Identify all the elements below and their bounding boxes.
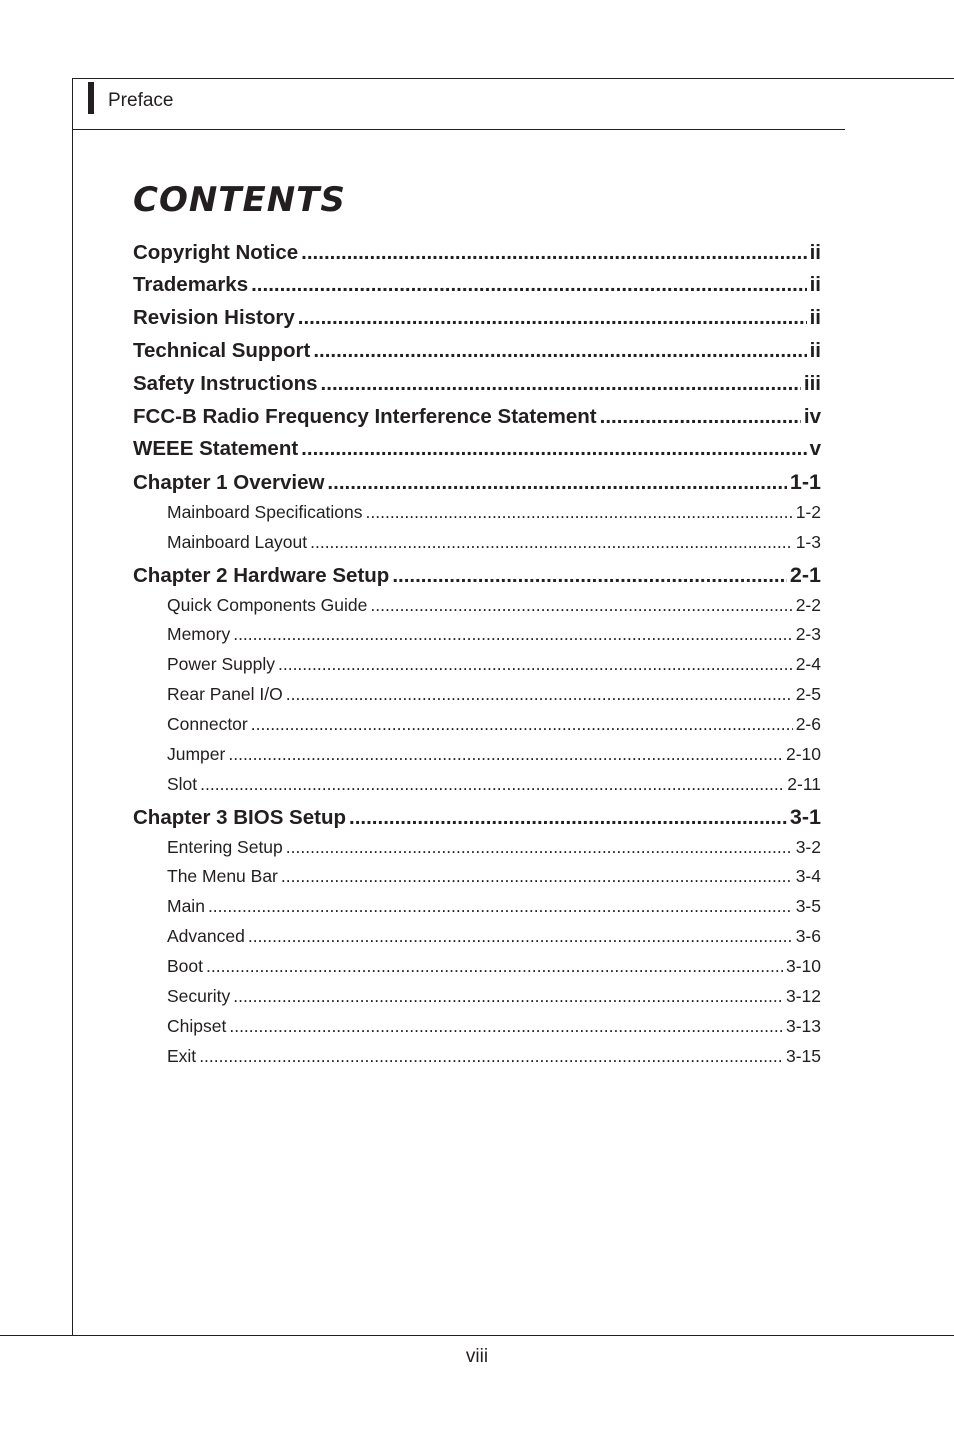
toc-entry-label: Technical Support — [133, 339, 311, 362]
toc-entry-label: Entering Setup — [167, 837, 283, 857]
toc-entry-label: Rear Panel I/O — [167, 684, 283, 704]
toc-entry-page: iv — [803, 405, 821, 428]
toc-entry-page: 2-5 — [795, 684, 821, 704]
toc-entry-page: 2-6 — [795, 714, 821, 734]
toc-entry[interactable] — [167, 865, 821, 887]
toc-leader-dots — [349, 805, 787, 831]
toc-entry[interactable] — [167, 773, 821, 795]
toc-leader-dots — [233, 985, 783, 1007]
toc-entry-label: Quick Components Guide — [167, 595, 368, 615]
toc-entry-label: Jumper — [167, 744, 226, 764]
toc-leader-dots — [313, 338, 806, 364]
toc-leader-dots — [228, 743, 783, 765]
toc-entry-page: 3-15 — [785, 1046, 821, 1066]
toc-entry-page: ii — [809, 339, 821, 362]
toc-entry-page: 3-4 — [795, 866, 821, 886]
toc-entry[interactable] — [133, 469, 821, 496]
bottom-rule — [0, 1335, 954, 1336]
toc-entry[interactable] — [133, 338, 821, 364]
toc-leader-dots — [208, 895, 793, 917]
toc-entry[interactable] — [133, 240, 821, 266]
toc-entry-page: 1-1 — [789, 470, 821, 494]
toc-entry-page: 2-3 — [795, 624, 821, 644]
toc-leader-dots — [298, 305, 807, 331]
toc-leader-dots — [286, 683, 793, 705]
toc-entry[interactable] — [133, 404, 821, 430]
toc-entry-page: 2-11 — [787, 774, 821, 794]
toc-leader-dots — [286, 836, 793, 858]
toc-entry-page: 3-5 — [795, 896, 821, 916]
page-number: viii — [465, 1346, 489, 1367]
toc-entry[interactable] — [167, 683, 821, 705]
toc-entry-page: 2-4 — [795, 654, 821, 674]
toc-leader-dots — [248, 925, 793, 947]
toc-entry-label: Slot — [167, 774, 198, 794]
toc-entry-label: Memory — [167, 624, 231, 644]
toc-entry-page: v — [809, 437, 821, 460]
toc-entry[interactable] — [167, 1015, 821, 1037]
toc-entry[interactable] — [167, 925, 821, 947]
toc-leader-dots — [278, 653, 793, 675]
toc-entry-label: Revision History — [133, 306, 295, 329]
toc-entry-page: 3-6 — [795, 926, 821, 946]
toc-entry-label: Chapter 3 BIOS Setup — [133, 806, 347, 829]
toc-leader-dots — [310, 531, 793, 553]
toc-entry-label: Safety Instructions — [133, 372, 318, 395]
toc-entry-page: 3-2 — [795, 837, 821, 857]
toc-entry-page: 1-2 — [795, 502, 821, 522]
toc-leader-dots — [281, 865, 793, 887]
toc-leader-dots — [600, 404, 801, 430]
toc-entry[interactable] — [133, 436, 821, 462]
toc-entry-label: Security — [167, 986, 231, 1006]
toc-entry[interactable] — [133, 272, 821, 298]
toc-entry[interactable] — [167, 955, 821, 977]
toc-leader-dots — [392, 563, 787, 589]
toc-entry[interactable] — [167, 623, 821, 645]
toc-entry-label: Trademarks — [133, 273, 249, 296]
toc-leader-dots — [321, 371, 801, 397]
toc-entry-page: 2-1 — [789, 563, 821, 587]
toc-leader-dots — [327, 470, 787, 496]
toc-leader-dots — [251, 713, 793, 735]
toc-leader-dots — [229, 1015, 783, 1037]
toc-leader-dots — [301, 240, 806, 266]
toc-entry-label: Chapter 1 Overview — [133, 471, 325, 494]
toc-entry-label: WEEE Statement — [133, 437, 299, 460]
toc-entry-label: Boot — [167, 956, 203, 976]
toc-entry-label: Connector — [167, 714, 248, 734]
toc-entry[interactable] — [167, 531, 821, 553]
toc-entry-page: 3-13 — [785, 1016, 821, 1036]
toc-entry[interactable] — [133, 562, 821, 589]
toc-entry[interactable] — [167, 594, 821, 616]
toc-entry[interactable] — [167, 501, 821, 523]
toc-entry[interactable] — [167, 836, 821, 858]
toc-leader-dots — [370, 594, 792, 616]
toc-entry[interactable] — [133, 371, 821, 397]
toc-entry-page: 2-10 — [785, 744, 821, 764]
toc-entry-label: Advanced — [167, 926, 245, 946]
toc-leader-dots — [251, 272, 806, 298]
toc-entry-label: Copyright Notice — [133, 241, 299, 264]
toc-entry-page: 2-2 — [795, 595, 821, 615]
toc-leader-dots — [233, 623, 793, 645]
toc-entry-page: 3-1 — [789, 805, 821, 829]
toc-entry-label: Mainboard Specifications — [167, 502, 363, 522]
toc-entry[interactable] — [167, 743, 821, 765]
toc-entry[interactable] — [167, 653, 821, 675]
page-title: CONTENTS — [133, 180, 346, 220]
toc-leader-dots — [366, 501, 793, 523]
toc-entry[interactable] — [167, 985, 821, 1007]
toc-leader-dots — [301, 436, 806, 462]
toc-entry-label: Chipset — [167, 1016, 227, 1036]
toc-entry-label: Main — [167, 896, 205, 916]
toc-entry-label: Chapter 2 Hardware Setup — [133, 564, 390, 587]
toc-entry-label: Power Supply — [167, 654, 275, 674]
toc-entry-page: ii — [809, 273, 821, 296]
toc-leader-dots — [199, 1045, 783, 1067]
toc-entry-page: 3-10 — [785, 956, 821, 976]
toc-entry[interactable] — [133, 305, 821, 331]
toc-leader-dots — [206, 955, 783, 977]
toc-entry[interactable] — [133, 804, 821, 831]
toc-entry[interactable] — [167, 713, 821, 735]
toc-entry-page: 3-12 — [785, 986, 821, 1006]
toc-entry-label: FCC-B Radio Frequency Interference Statement — [133, 405, 597, 428]
toc-entry-page: ii — [809, 306, 821, 329]
toc-leader-dots — [200, 773, 784, 795]
toc-entry-label: The Menu Bar — [167, 866, 278, 886]
toc-entry-page: ii — [809, 241, 821, 264]
toc-entry-label: Mainboard Layout — [167, 532, 308, 552]
toc-entry-page: iii — [803, 372, 821, 395]
toc-entry[interactable] — [167, 1045, 821, 1067]
toc-entry[interactable] — [167, 895, 821, 917]
toc-entry-label: Exit — [167, 1046, 197, 1066]
section-header: Preface — [108, 90, 174, 111]
toc-entry-page: 1-3 — [795, 532, 821, 552]
